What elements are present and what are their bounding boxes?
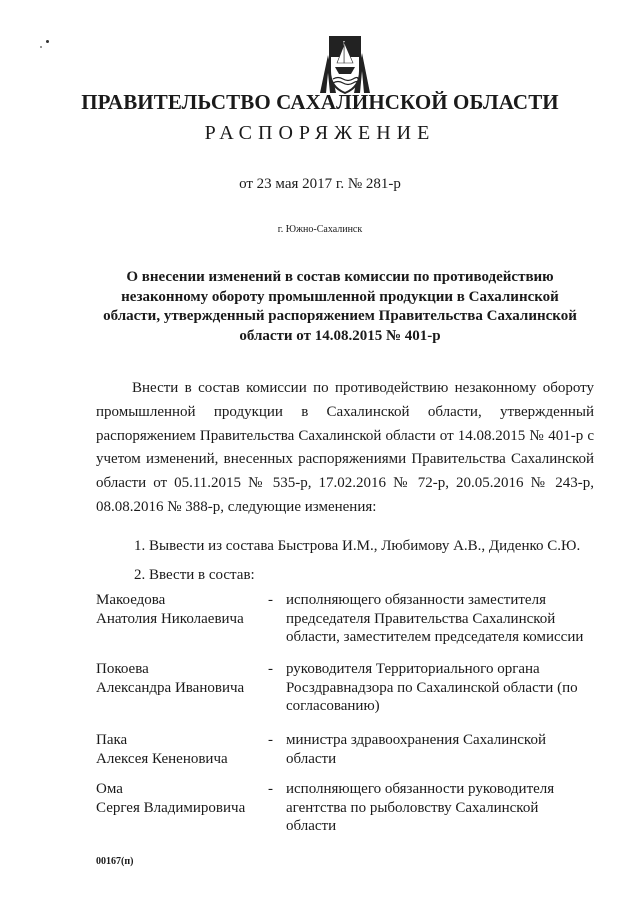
body-paragraph: Внести в состав комиссии по противодействию незаконному обороту промышленной продукции в Сахалинской области, утвержденный распоряжением Правительства Сахалинской области от 14.08.2015 № 401-р с учетом изменений, внесенных распоряжениями Правительства Сахалинской области от 05.11.2015 № 535-р, 17.02.2016 № 72-р, 20.05.2016 № 243-р, 08.08.2016 № 388-р, следующие изменения: xyxy=(96,380,594,515)
government-title: ПРАВИТЕЛЬСТВО САХАЛИНСКОЙ ОБЛАСТИ xyxy=(81,90,559,114)
member-surname: Ома xyxy=(96,781,123,797)
member-role: руководителя Территориального органа Росздравнадзора по Сахалинской области (по согласованию) xyxy=(286,661,578,714)
member-given-names: Александра Ивановича xyxy=(96,679,245,696)
member-dash: - xyxy=(268,592,273,608)
document-city: г. Южно-Сахалинск xyxy=(277,224,363,235)
form-code: 00167(п) xyxy=(96,856,134,867)
document-subject: О внесении изменений в состав комиссии по противодействию незаконному обороту промышленной продукции в Сахалинской области, утвержденный распоряжением Правительства Сахалинской области от 14.08.2015 № 401-р xyxy=(103,269,577,344)
member-role: министра здравоохранения Сахалинской области xyxy=(286,732,546,767)
member-given-names: Сергея Владимировича xyxy=(96,799,246,816)
member-given-names: Алексея Кененовича xyxy=(96,750,228,767)
document-date-number: от 23 мая 2017 г. № 281-р xyxy=(239,176,401,192)
scan-speck xyxy=(40,46,42,48)
list-item-remove: 1. Вывести из состава Быстрова И.М., Любимову А.В., Диденко С.Ю. xyxy=(134,538,581,554)
member-role: исполняющего обязанности заместителя председателя Правительства Сахалинской области, заместителем председателя комиссии xyxy=(286,592,584,645)
member-role: исполняющего обязанности руководителя агентства по рыболовству Сахалинской области xyxy=(286,781,555,834)
member-dash: - xyxy=(268,732,273,748)
document-type: РАСПОРЯЖЕНИЕ xyxy=(204,122,436,144)
member-surname: Макоедова xyxy=(96,592,166,608)
member-name xyxy=(96,780,256,817)
member-surname: Пака xyxy=(96,732,128,748)
member-name xyxy=(96,660,256,697)
member-dash: - xyxy=(268,661,273,677)
member-dash: - xyxy=(268,781,273,797)
member-name xyxy=(96,731,256,768)
member-surname: Покоева xyxy=(96,661,149,677)
coat-of-arms-emblem xyxy=(318,33,372,95)
member-name xyxy=(96,591,256,628)
list-item-add: 2. Ввести в состав: xyxy=(134,567,255,583)
member-given-names: Анатолия Николаевича xyxy=(96,610,244,627)
scan-speck xyxy=(46,40,49,43)
